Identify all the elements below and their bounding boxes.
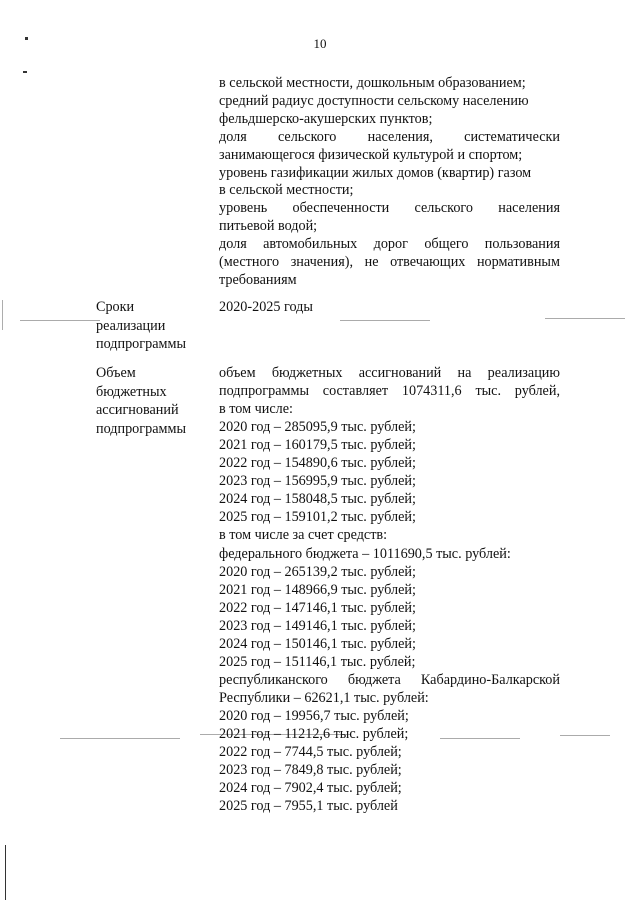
text-line <box>219 200 560 218</box>
word: подпрограммы <box>219 383 309 400</box>
word: (местного <box>219 254 280 270</box>
text-line: 2022 год – 147146,1 тыс. рублей; <box>219 599 416 616</box>
word: ассигнований <box>358 365 442 381</box>
budget-label: подпрограммы <box>96 420 186 437</box>
text-line: 2020 год – 265139,2 тыс. рублей; <box>219 563 416 580</box>
text-line <box>219 365 560 383</box>
text-line: 2023 год – 149146,1 тыс. рублей; <box>219 617 416 634</box>
word: населения <box>498 200 560 217</box>
text-line: в том числе: <box>219 401 293 418</box>
word: сельского <box>414 200 473 217</box>
text-line: 2024 год – 158048,5 тыс. рублей; <box>219 491 416 508</box>
terms-label: реализации <box>96 317 166 334</box>
scan-mark <box>2 300 3 330</box>
text-line: 2020 год – 19956,7 тыс. рублей; <box>219 707 409 724</box>
scan-dash <box>20 320 100 321</box>
text-line: 2023 год – 7849,8 тыс. рублей; <box>219 762 402 779</box>
word: значения), <box>290 254 354 270</box>
scan-mark <box>23 71 27 73</box>
text-line: 2021 год – 11212,6 тыс. рублей; <box>219 726 409 742</box>
text-line: 2023 год – 156995,9 тыс. рублей; <box>219 473 416 490</box>
word: бюджетных <box>271 365 343 381</box>
text-line: 2020 год – 285095,9 тыс. рублей; <box>219 419 416 436</box>
word: на <box>457 365 472 381</box>
text-line: средний радиус доступности сельскому населению <box>219 92 529 109</box>
word: сельского <box>277 128 337 145</box>
text-line: в сельской местности, дошкольным образованием; <box>219 75 526 91</box>
word: объем <box>219 365 256 381</box>
text-line: федерального бюджета – 1011690,5 тыс. рублей: <box>219 545 511 562</box>
word: пользования <box>484 236 560 253</box>
terms-label: Сроки <box>96 299 135 315</box>
word: обеспеченности <box>292 200 390 217</box>
text-line <box>219 672 560 690</box>
text-line: требованиям <box>219 271 297 288</box>
word: доля <box>219 236 247 253</box>
text-line <box>219 254 560 272</box>
text-line <box>219 129 560 147</box>
scan-dash <box>340 320 430 321</box>
word: нормативным <box>476 254 560 270</box>
scan-dash <box>545 318 625 319</box>
scan-dash <box>60 738 180 739</box>
text-line: 2021 год – 160179,5 тыс. рублей; <box>219 437 416 454</box>
word: уровень <box>219 200 268 217</box>
scan-mark <box>5 845 6 900</box>
text-line: 2024 год – 150146,1 тыс. рублей; <box>219 635 416 652</box>
text-line: в сельской местности; <box>219 182 354 199</box>
text-line <box>219 383 560 401</box>
text-line: 2022 год – 7744,5 тыс. рублей; <box>219 744 402 761</box>
page-number: 10 <box>313 36 327 51</box>
text-line: Республики – 62621,1 тыс. рублей: <box>219 689 429 706</box>
word: Кабардино-Балкарской <box>420 671 560 688</box>
terms-value: 2020-2025 годы <box>219 299 313 315</box>
text-line <box>219 236 560 254</box>
text-line: 2024 год – 7902,4 тыс. рублей; <box>219 780 402 797</box>
text-line: 2025 год – 7955,1 тыс. рублей <box>219 798 398 815</box>
word: общего <box>424 236 469 253</box>
word: 1074311,6 <box>401 383 462 400</box>
text-line: занимающегося физической культурой и спортом; <box>219 146 523 163</box>
terms-label: подпрограммы <box>96 336 186 352</box>
word: дорог <box>373 236 408 253</box>
text-line: 2021 год – 148966,9 тыс. рублей; <box>219 581 416 598</box>
word: отвечающих <box>390 254 466 270</box>
word: не <box>364 254 379 270</box>
word: рублей, <box>514 383 560 400</box>
word: республиканского <box>219 671 328 688</box>
word: доля <box>219 128 247 145</box>
text-line: фельдшерско-акушерских пунктов; <box>219 110 433 127</box>
text-line: в том числе за счет средств: <box>219 527 388 544</box>
text-line: уровень газификации жилых домов (квартир) газом <box>219 164 532 181</box>
scan-mark <box>25 37 28 40</box>
budget-label: ассигнований <box>96 402 179 418</box>
word: бюджета <box>347 671 401 688</box>
word: составляет <box>322 383 389 400</box>
word: населения, <box>367 128 433 145</box>
budget-label: бюджетных <box>96 383 167 400</box>
scan-dash <box>560 735 610 736</box>
text-line: 2025 год – 159101,2 тыс. рублей; <box>219 509 416 526</box>
word: тыс. <box>475 383 502 400</box>
text-line: питьевой водой; <box>219 218 318 235</box>
word: реализацию <box>487 365 560 381</box>
text-line: 2025 год – 151146,1 тыс. рублей; <box>219 653 416 670</box>
word: систематически <box>464 128 560 145</box>
word: автомобильных <box>263 236 358 253</box>
budget-label: Объем <box>96 365 136 381</box>
text-line: 2022 год – 154890,6 тыс. рублей; <box>219 455 416 472</box>
